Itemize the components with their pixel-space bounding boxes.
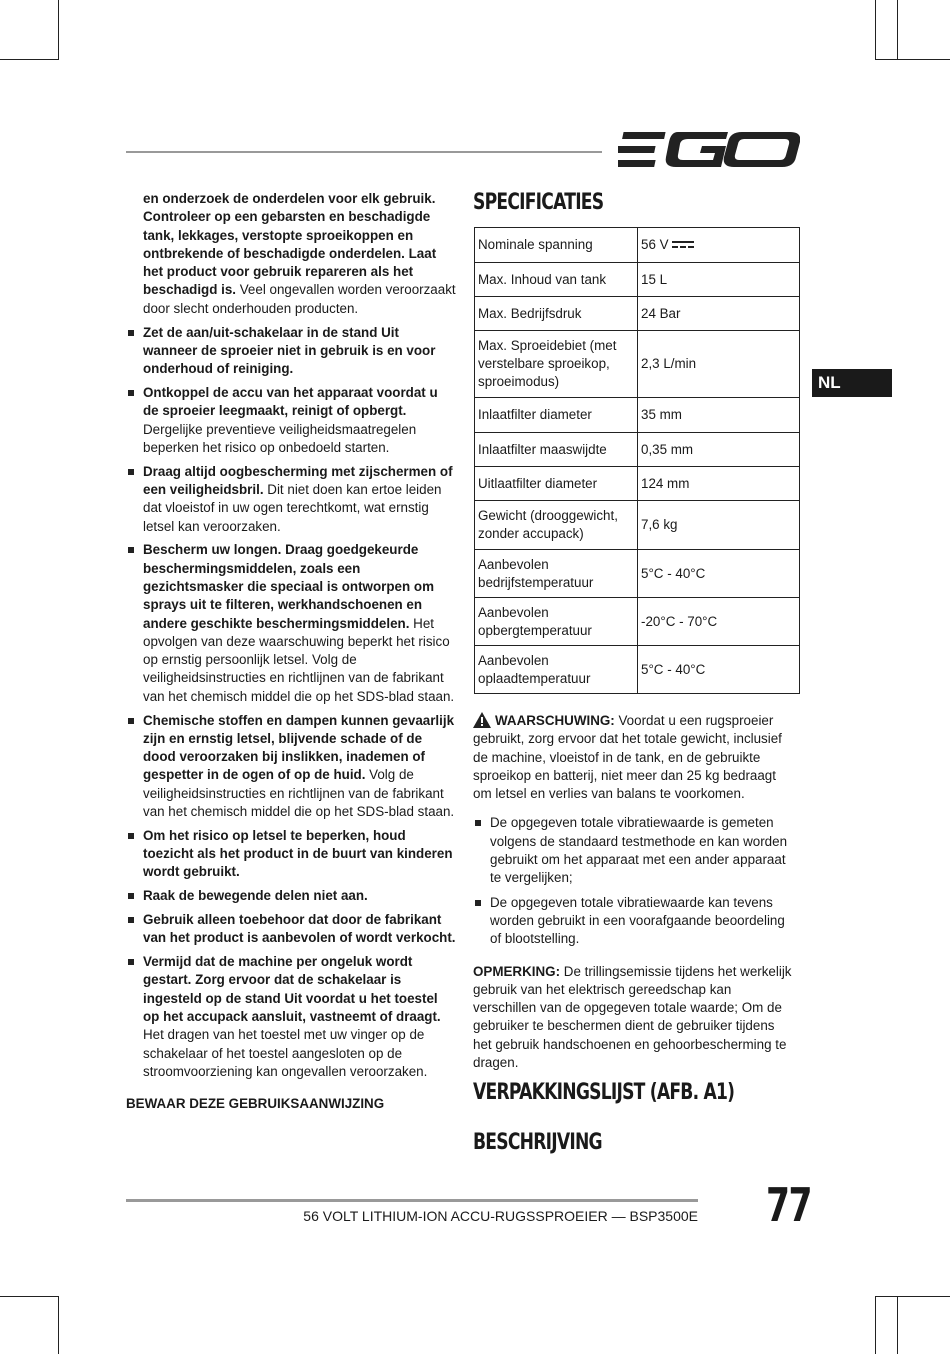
list-item xyxy=(473,814,793,887)
item-normal: Het dragen van het toestel met uw vinger op de schakelaar of het toestel aangesloten op de stroomvoorziening kan ongevallen veroorzaken. xyxy=(143,1027,428,1079)
item-bold: Om het risico op letsel te beperken, houd toezicht als het product in de buurt van kinderen wordt gebruikt. xyxy=(143,827,453,880)
item-text: De opgegeven totale vibratiewaarde is gemeten volgens de standaard testmethode en kan worden gebruikt om het apparaat met een ander apparaat te vergelijken; xyxy=(490,815,788,886)
spec-label: Max. Bedrijfsdruk xyxy=(475,297,638,331)
crop-mark xyxy=(875,1296,950,1297)
square-bullet-icon xyxy=(128,547,134,553)
footer-rule xyxy=(126,1199,698,1202)
specs-table xyxy=(474,227,800,694)
spec-value: 2,3 L/min xyxy=(638,331,800,398)
language-tab: NL xyxy=(812,369,892,397)
list-item xyxy=(126,324,456,379)
crop-mark xyxy=(875,1296,876,1354)
item-normal: Dit niet doen kan ertoe leiden dat vloeistof in uw ogen terechtkomt, wat ernstig letsel kan veroorzaken. xyxy=(143,481,442,534)
crop-mark xyxy=(897,1296,898,1354)
item-bold: Raak de bewegende delen niet aan. xyxy=(143,888,368,904)
item-bold: Vermijd dat de machine per ongeluk wordt gestart. Zorg ervoor dat de schakelaar is ingesteld op de stand Uit voordat u het toestel op het accupack aansluit, vastneemt of draagt. xyxy=(143,954,441,1024)
crop-mark xyxy=(58,1296,59,1354)
spec-label: Aanbevolen opbergtemperatuur xyxy=(475,598,638,646)
square-bullet-icon xyxy=(475,820,481,826)
list-item xyxy=(126,887,456,905)
spec-label: Max. Inhoud van tank xyxy=(475,263,638,297)
crop-mark xyxy=(897,0,898,60)
spec-label: Aanbevolen bedrijfstemperatuur xyxy=(475,550,638,598)
dc-current-icon xyxy=(672,240,694,250)
intro-normal: Veel ongevallen worden veroorzaakt door slecht onderhouden producten. xyxy=(143,282,456,316)
specs-heading: SPECIFICATIES xyxy=(473,190,604,215)
item-text: De opgegeven totale vibratiewaarde kan tevens worden gebruikt in een voorafgaande beoordeling of blootstelling. xyxy=(490,894,785,947)
item-bold: Zet de aan/uit-schakelaar in de stand Uit wanneer de sproeier niet in gebruik is en voor onderhoud of reiniging. xyxy=(143,324,436,377)
square-bullet-icon xyxy=(128,833,134,839)
list-item xyxy=(126,953,456,1081)
table-row xyxy=(475,550,800,598)
spec-label: Gewicht (drooggewicht, zonder accupack) xyxy=(475,501,638,550)
warning-label: WAARSCHUWING: xyxy=(495,713,615,728)
list-item xyxy=(126,384,456,457)
spec-label: Nominale spanning xyxy=(475,228,638,263)
square-bullet-icon xyxy=(128,893,134,899)
crop-mark xyxy=(0,59,58,60)
list-item xyxy=(126,911,456,948)
table-row xyxy=(475,501,800,550)
crop-mark xyxy=(58,0,59,60)
table-row xyxy=(475,646,800,694)
warning-triangle-icon xyxy=(473,712,491,728)
safety-list xyxy=(126,324,456,1082)
intro-paragraph xyxy=(126,190,456,318)
square-bullet-icon xyxy=(128,330,134,336)
spec-value: -20°C - 70°C xyxy=(638,598,800,646)
footer-title: 56 VOLT LITHIUM-ION ACCU-RUGSSPROEIER — BSP3500E xyxy=(303,1208,698,1224)
list-item xyxy=(126,712,456,822)
table-row xyxy=(475,228,800,263)
item-bold: Gebruik alleen toebehoor dat door de fabrikant van het product is aanbevolen of wordt verkocht. xyxy=(143,911,456,946)
item-normal: Het opvolgen van deze waarschuwing beperkt het risico op ernstig persoonlijk letsel. Volg de veiligheidsinstructies en richtlijnen van de fabrikant van het chemisch middel die op het SDS-blad staan. xyxy=(143,615,455,704)
spec-value: 0,35 mm xyxy=(638,433,800,467)
crop-mark xyxy=(875,59,950,60)
table-row xyxy=(475,331,800,398)
spec-label: Inlaatfilter maaswijdte xyxy=(475,433,638,467)
item-bold: Bescherm uw longen. Draag goedgekeurde beschermingsmiddelen, zoals een gezichtsmasker die speciaal is ontworpen om sprays uit te filteren, werkhandschoenen en andere geschikte beschermingsmiddelen. xyxy=(143,542,434,631)
packing-list-heading: VERPAKKINGSLIJST (AFB. A1) xyxy=(473,1080,735,1105)
spec-value xyxy=(638,228,800,263)
square-bullet-icon xyxy=(128,390,134,396)
spec-value: 24 Bar xyxy=(638,297,800,331)
spec-label: Max. Sproeidebiet (met verstelbare sproeikop, sproeimodus) xyxy=(475,331,638,398)
list-item xyxy=(473,894,793,949)
vibration-list xyxy=(473,814,793,948)
list-item xyxy=(126,463,456,536)
warning-paragraph xyxy=(473,712,793,803)
note-label: OPMERKING: xyxy=(473,963,561,979)
table-row xyxy=(475,598,800,646)
spec-value-text: 56 V xyxy=(641,237,669,252)
intro-bold: en onderzoek de onderdelen voor elk gebruik. Controleer op een gebarsten en beschadigde tank, lekkages, verstopte sproeikoppen en ontbrekende of beschadigde onderdelen. Laat het product voor gebruik repareren als het beschadigd is. xyxy=(143,191,437,298)
note-paragraph xyxy=(473,963,793,1073)
square-bullet-icon xyxy=(128,469,134,475)
crop-mark xyxy=(875,0,876,60)
spec-label: Inlaatfilter diameter xyxy=(475,398,638,433)
safety-instructions xyxy=(126,190,456,1113)
table-row xyxy=(475,398,800,433)
spec-value: 15 L xyxy=(638,263,800,297)
item-bold: Draag altijd oogbescherming met zijschermen of een veiligheidsbril. xyxy=(143,463,453,497)
save-instructions-heading: BEWAAR DEZE GEBRUIKSAANWIJZING xyxy=(126,1096,385,1112)
table-row xyxy=(475,433,800,467)
square-bullet-icon xyxy=(128,718,134,724)
spec-label: Uitlaatfilter diameter xyxy=(475,467,638,501)
warning-text: Voordat u een rugsproeier gebruikt, zorg ervoor dat het totale gewicht, inclusief de machine, vloeistof in de tank, en de gebruikte sproeikop en batterij, niet meer dan 25 kg bedraagt om letsel en verlies van balans te voorkomen. xyxy=(473,713,782,802)
crop-mark xyxy=(0,1296,58,1297)
item-normal: Volg de veiligheidsinstructies en richtlijnen van de fabrikant van het chemisch middel die op het SDS-blad staan. xyxy=(143,767,455,819)
spec-value: 7,6 kg xyxy=(638,501,800,550)
table-row xyxy=(475,297,800,331)
spec-value: 124 mm xyxy=(638,467,800,501)
square-bullet-icon xyxy=(475,900,481,906)
list-item xyxy=(126,541,456,706)
table-row xyxy=(475,467,800,501)
list-item xyxy=(126,827,456,882)
page-number: 77 xyxy=(766,1178,812,1232)
description-heading: BESCHRIJVING xyxy=(473,1130,602,1155)
note-text: De trillingsemissie tijdens het werkelijk gebruik van het elektrisch gereedschap kan verschillen van de opgegeven totale waarde; Om de gebruiker te beschermen dient de gebruiker tijdens het gebruik handschoenen en gehoorbescherming te dragen. xyxy=(473,963,792,1071)
spec-value: 5°C - 40°C xyxy=(638,550,800,598)
item-bold: Ontkoppel de accu van het apparaat voordat u de sproeier leegmaakt, reinigt of opbergt. xyxy=(143,384,438,419)
item-normal: Dergelijke preventieve veiligheidsmaatregelen beperken het risico op onbedoeld starten. xyxy=(143,421,417,455)
header-rule xyxy=(126,151,602,153)
square-bullet-icon xyxy=(128,959,134,965)
spec-value: 5°C - 40°C xyxy=(638,646,800,694)
spec-label: Aanbevolen oplaadtemperatuur xyxy=(475,646,638,694)
table-row xyxy=(475,263,800,297)
ego-logo xyxy=(618,130,800,170)
warning-section xyxy=(473,712,793,1072)
spec-value: 35 mm xyxy=(638,398,800,433)
item-bold: Chemische stoffen en dampen kunnen gevaarlijk zijn en ernstig letsel, blijvende schade of de dood veroorzaken bij inslikken, inademen of gespetter in de ogen of op de huid. xyxy=(143,712,455,783)
square-bullet-icon xyxy=(128,917,134,923)
